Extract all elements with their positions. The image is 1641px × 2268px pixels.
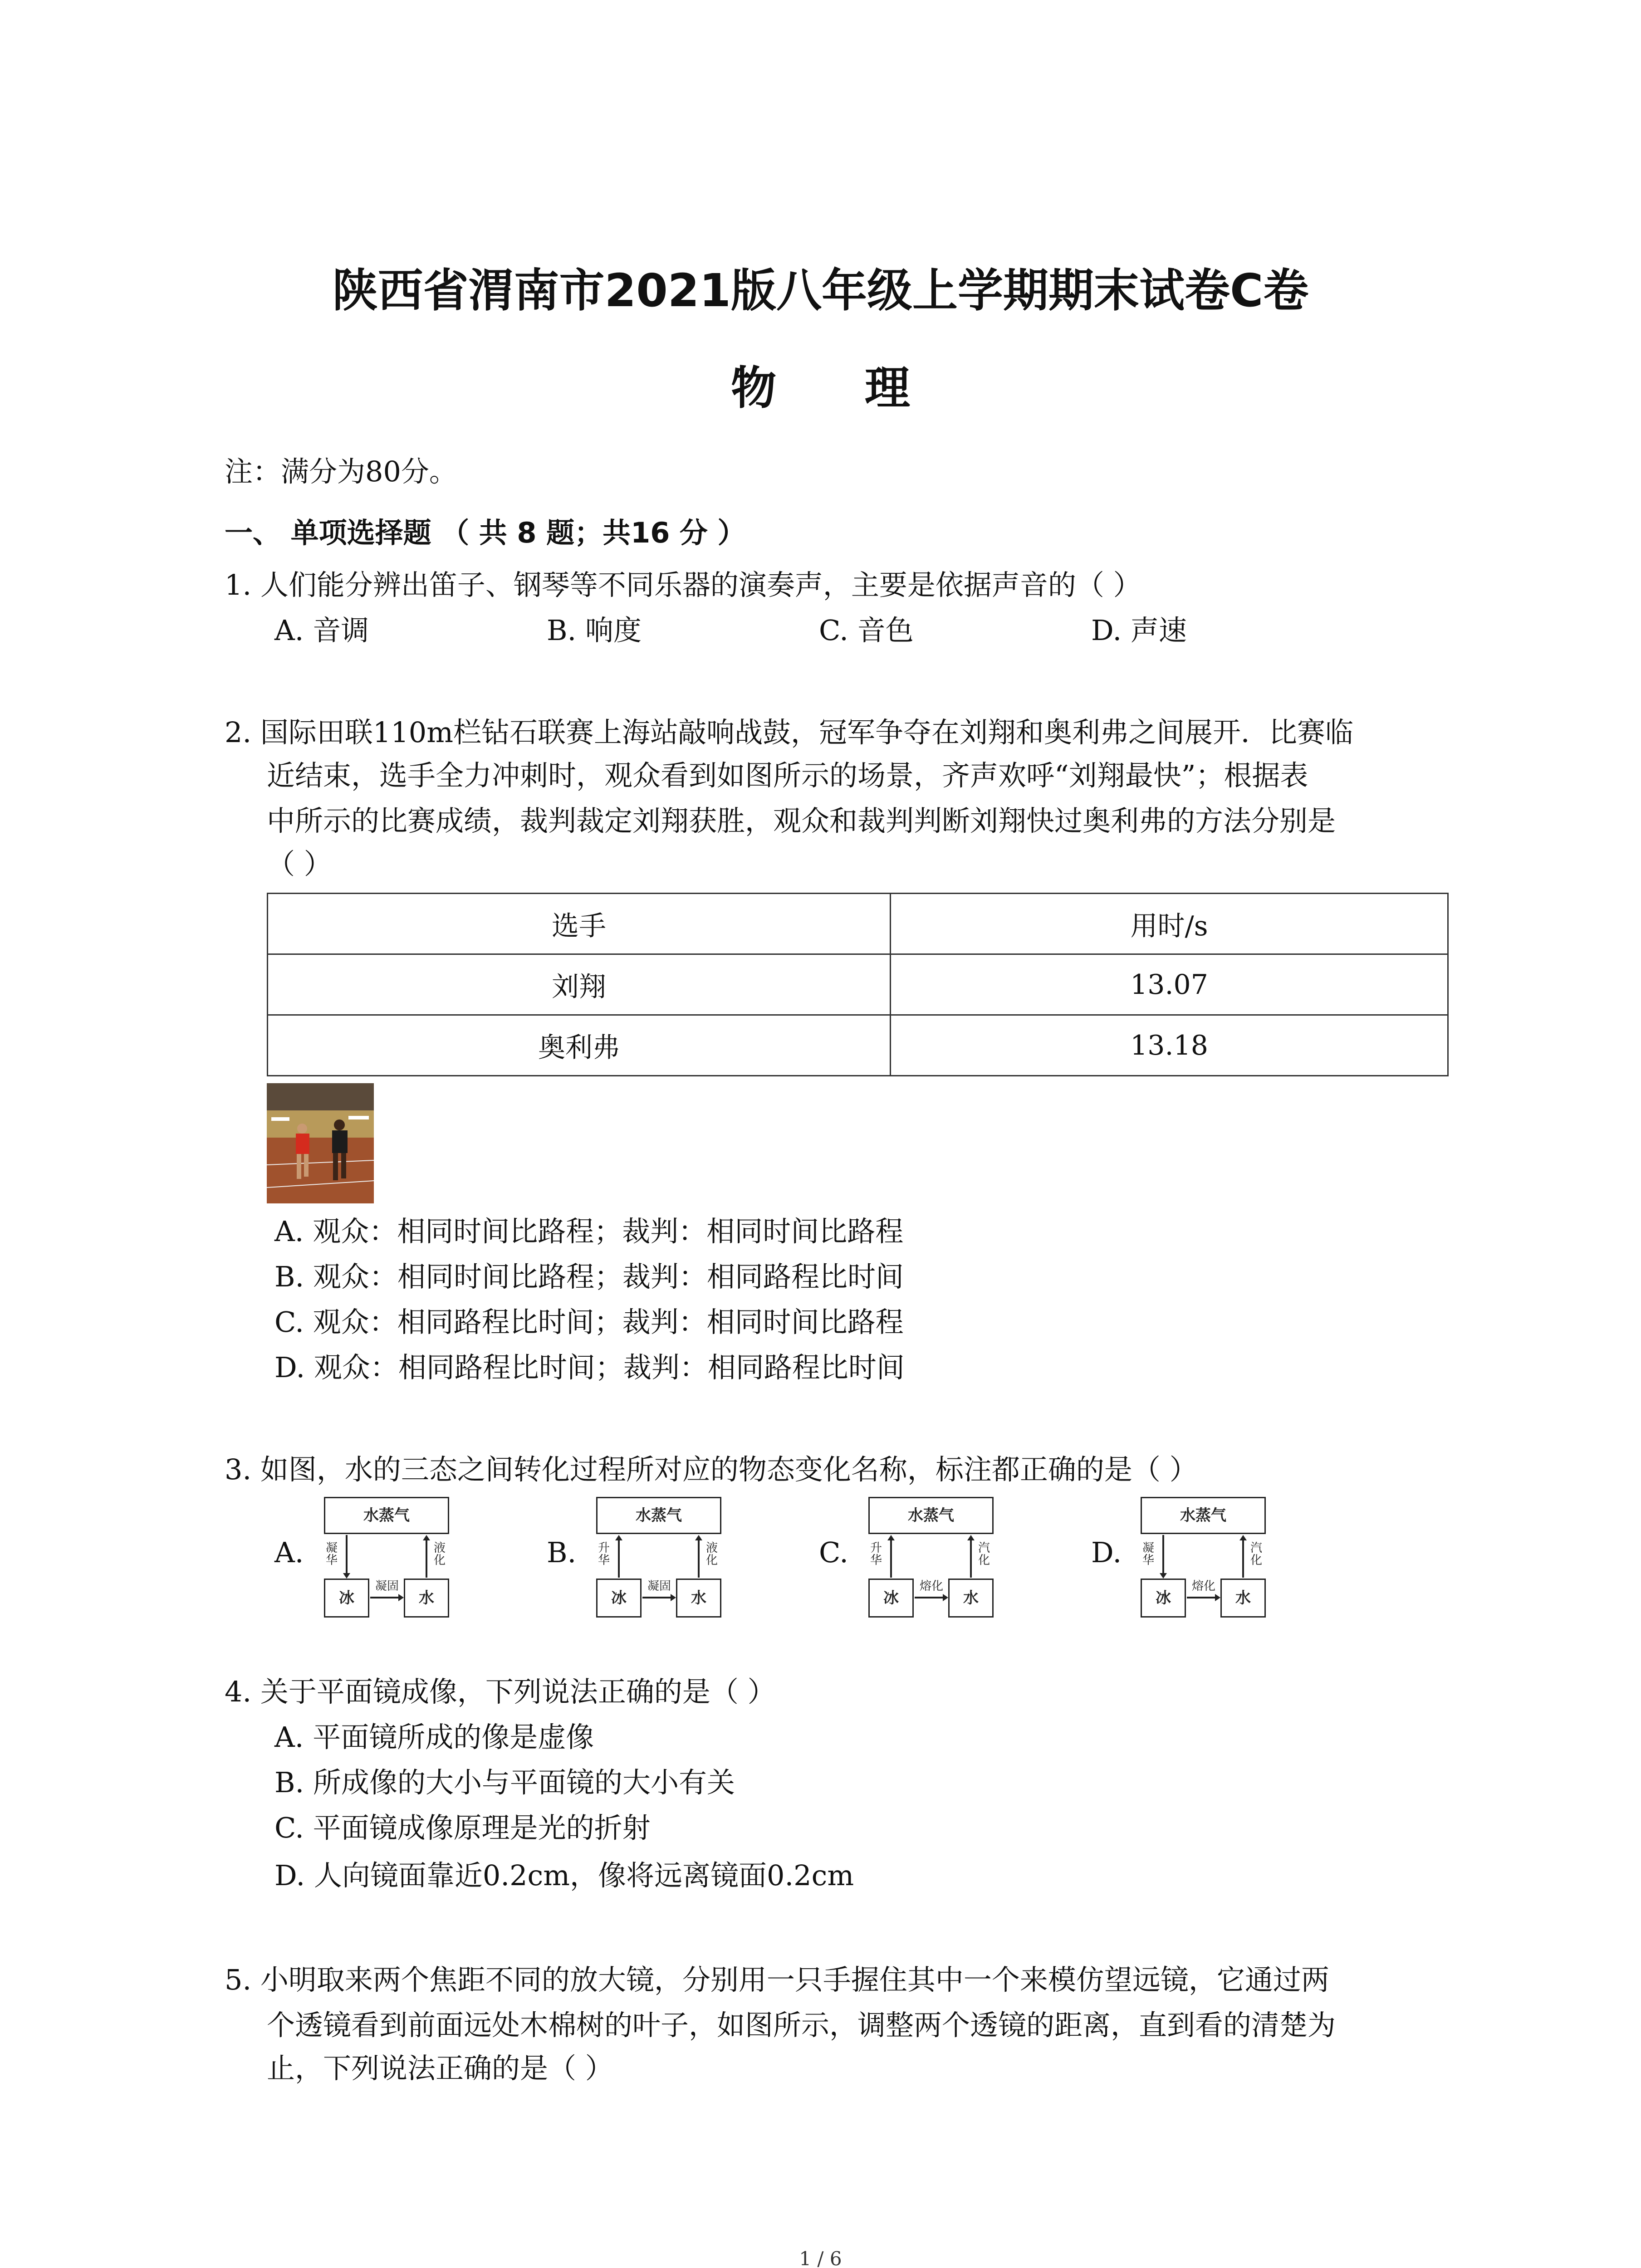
phase-diagram-a	[323, 1497, 450, 1618]
question-1-option-a: A. 音调	[274, 614, 369, 647]
question-5-stem-line-2: 个透镜看到前面远处木棉树的叶子，如图所示，调整两个透镜的距离，直到看的清楚为	[267, 2009, 1336, 2042]
question-2-stem-line-2: 近结束，选手全力冲刺时，观众看到如图所示的场景，齐声欢呼“刘翔最快”；根据表	[267, 759, 1308, 792]
subject-title: 物 理	[731, 362, 946, 415]
page-number: 1 / 6	[799, 2248, 842, 2268]
question-5-stem-line-1: 5. 小明取来两个焦距不同的放大镜，分别用一只手握住其中一个来模仿望远镜，它通过两	[225, 1963, 1329, 1996]
table-row	[268, 954, 1448, 1015]
ice-box: 冰	[868, 1579, 914, 1618]
table-header-cell: 用时/s	[891, 894, 1448, 954]
question-3-option-c-letter: C.	[819, 1536, 848, 1569]
ice-box: 冰	[596, 1579, 642, 1618]
right-process-label: 汽化	[1250, 1541, 1262, 1567]
question-1-option-c: C. 音色	[819, 614, 914, 647]
arrows-icon	[1140, 1497, 1267, 1618]
table-header-cell: 选手	[268, 894, 891, 954]
question-4-stem: 4. 关于平面镜成像，下列说法正确的是（ ）	[225, 1675, 776, 1708]
right-process-label: 液化	[433, 1541, 446, 1567]
score-note: 注：满分为80分。	[225, 455, 457, 488]
race-photo	[267, 1083, 374, 1203]
question-3-option-b-letter: B.	[547, 1536, 577, 1569]
table-header-row	[268, 894, 1448, 954]
question-2-option-a: A. 观众：相同时间比路程；裁判：相同时间比路程	[274, 1215, 904, 1248]
vapor-box: 水蒸气	[868, 1497, 994, 1534]
question-3-stem: 3. 如图，水的三态之间转化过程所对应的物态变化名称，标注都正确的是（ ）	[225, 1453, 1198, 1486]
water-box: 水	[1220, 1579, 1266, 1618]
middle-process-label: 凝固	[647, 1579, 671, 1593]
arrows-icon	[595, 1497, 722, 1618]
vapor-box: 水蒸气	[324, 1497, 449, 1534]
vapor-box: 水蒸气	[596, 1497, 721, 1534]
middle-process-label: 凝固	[375, 1579, 399, 1593]
right-process-label: 液化	[705, 1541, 718, 1567]
question-2-option-d: D. 观众：相同路程比时间；裁判：相同路程比时间	[274, 1351, 905, 1384]
results-table	[267, 893, 1449, 1076]
arrows-icon	[867, 1497, 994, 1618]
question-2-stem-line-4: （ ）	[267, 847, 332, 880]
middle-process-label: 熔化	[919, 1579, 943, 1593]
phase-diagram-b	[595, 1497, 722, 1618]
question-3-option-d-letter: D.	[1091, 1536, 1122, 1569]
middle-process-label: 熔化	[1191, 1579, 1215, 1593]
page-title: 陕西省渭南市2021版八年级上学期期末试卷C卷	[332, 264, 1309, 317]
question-4-option-b: B. 所成像的大小与平面镜的大小有关	[274, 1766, 735, 1799]
table-cell: 刘翔	[268, 954, 891, 1015]
ice-box: 冰	[1141, 1579, 1186, 1618]
question-4-option-c: C. 平面镜成像原理是光的折射	[274, 1811, 651, 1844]
water-box: 水	[404, 1579, 449, 1618]
question-5-stem-line-3: 止，下列说法正确的是（ ）	[267, 2052, 613, 2085]
question-2-option-b: B. 观众：相同时间比路程；裁判：相同路程比时间	[274, 1260, 904, 1293]
section-heading: 一、 单项选择题 （ 共 8 题；共16 分 ）	[225, 516, 746, 549]
left-process-label: 升华	[598, 1541, 610, 1567]
question-3-option-a-letter: A.	[274, 1536, 304, 1569]
question-4-option-d: D. 人向镜面靠近0.2cm，像将远离镜面0.2cm	[274, 1859, 854, 1892]
phase-diagram-d	[1140, 1497, 1267, 1618]
water-box: 水	[948, 1579, 994, 1618]
right-process-label: 汽化	[978, 1541, 990, 1567]
left-process-label: 凝华	[1142, 1541, 1154, 1567]
water-box: 水	[676, 1579, 721, 1618]
left-process-label: 凝华	[325, 1541, 338, 1567]
question-2-stem-line-1: 2. 国际田联110m栏钻石联赛上海站敲响战鼓，冠军争夺在刘翔和奥利弗之间展开．比赛临	[225, 716, 1353, 749]
arrows-icon	[323, 1497, 450, 1618]
question-2-option-c: C. 观众：相同路程比时间；裁判：相同时间比路程	[274, 1305, 904, 1339]
table-cell: 13.07	[891, 954, 1448, 1015]
question-4-option-a: A. 平面镜所成的像是虚像	[274, 1721, 594, 1754]
vapor-box: 水蒸气	[1141, 1497, 1266, 1534]
left-process-label: 升华	[870, 1541, 882, 1567]
question-1-option-d: D. 声速	[1091, 614, 1187, 647]
question-2-stem-line-3: 中所示的比赛成绩，裁判裁定刘翔获胜，观众和裁判判断刘翔快过奥利弗的方法分别是	[267, 804, 1336, 837]
table-cell: 奥利弗	[268, 1015, 891, 1076]
phase-diagram-c	[867, 1497, 994, 1618]
ice-box: 冰	[324, 1579, 369, 1618]
table-row	[268, 1015, 1448, 1076]
question-1-stem: 1. 人们能分辨出笛子、钢琴等不同乐器的演奏声，主要是依据声音的（ ）	[225, 568, 1141, 601]
question-1-option-b: B. 响度	[547, 614, 642, 647]
table-cell: 13.18	[891, 1015, 1448, 1076]
